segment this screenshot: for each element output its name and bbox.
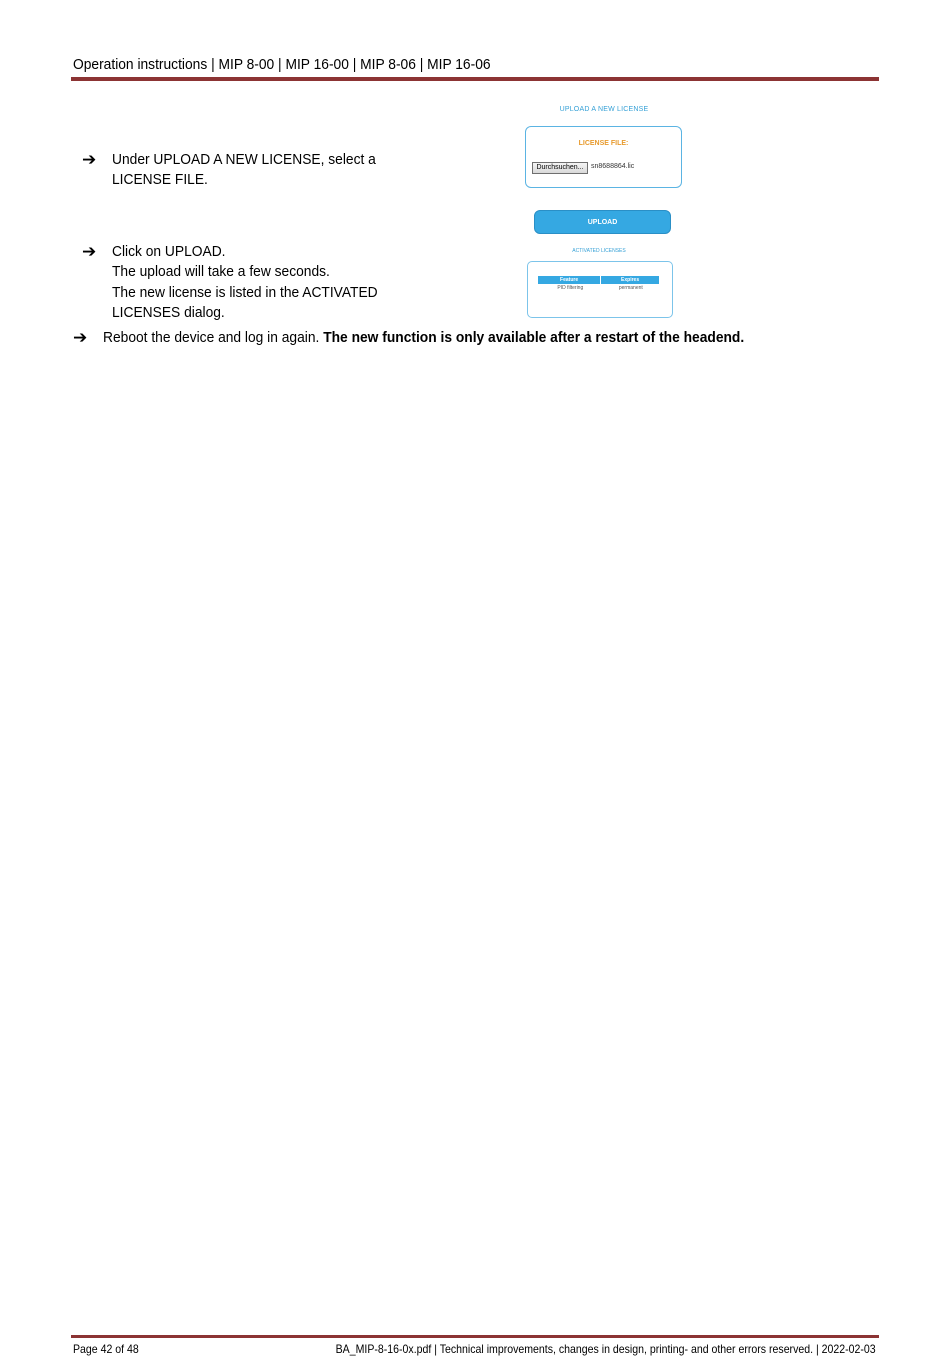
step-line [103, 328, 744, 348]
step-line: LICENSE FILE. [112, 171, 208, 189]
step-line: Click on UPLOAD. [112, 243, 226, 260]
upload-button[interactable]: UPLOAD [534, 210, 671, 234]
column-header-feature: Feature [538, 276, 601, 284]
column-header-expires: Expires [601, 276, 659, 284]
step-line: Under UPLOAD A NEW LICENSE, select a [112, 151, 376, 168]
step-reboot-note: The new function is only available after a restart of the headend. [323, 329, 745, 346]
arrow-right-icon: ➔ [82, 150, 97, 169]
step-reboot-device [103, 328, 744, 348]
activated-licenses-panel [527, 261, 673, 318]
step-line: The upload will take a few seconds. [112, 263, 330, 281]
step-line: The new license is listed in the ACTIVATED [112, 283, 378, 301]
licenses-table [538, 276, 659, 292]
arrow-right-icon: ➔ [73, 328, 88, 347]
license-feature-cell: PID filtering [557, 285, 584, 291]
license-file-label: LICENSE FILE: [578, 140, 629, 147]
license-file-panel [525, 126, 682, 188]
license-expires-cell: permanent [618, 285, 643, 291]
activated-licenses-title: ACTIVATED LICENSES [572, 248, 626, 254]
step-select-license-file [112, 150, 376, 191]
arrow-right-icon: ➔ [82, 242, 97, 261]
header-divider [71, 77, 879, 81]
step-line: LICENSES dialog. [112, 303, 225, 321]
table-header-row [538, 276, 659, 284]
step-reboot-text: Reboot the device and log in again. [103, 329, 324, 346]
footer-divider [71, 1335, 879, 1338]
page-number: Page 42 of 48 [73, 1342, 139, 1356]
page-header-title: Operation instructions | MIP 8-00 | MIP 16-00 | MIP 8-06 | MIP 16-06 [73, 56, 491, 73]
table-row [538, 284, 659, 292]
upload-license-section-title: UPLOAD A NEW LICENSE [559, 106, 649, 113]
selected-file-name: sn8688864.lic [591, 163, 635, 170]
browse-button[interactable]: Durchsuchen... [532, 162, 588, 174]
step-click-upload [112, 242, 378, 323]
footer-notice: BA_MIP-8-16-0x.pdf | Technical improvements, changes in design, printing- and other errors reserved. | 2022-02-03 [335, 1342, 876, 1356]
